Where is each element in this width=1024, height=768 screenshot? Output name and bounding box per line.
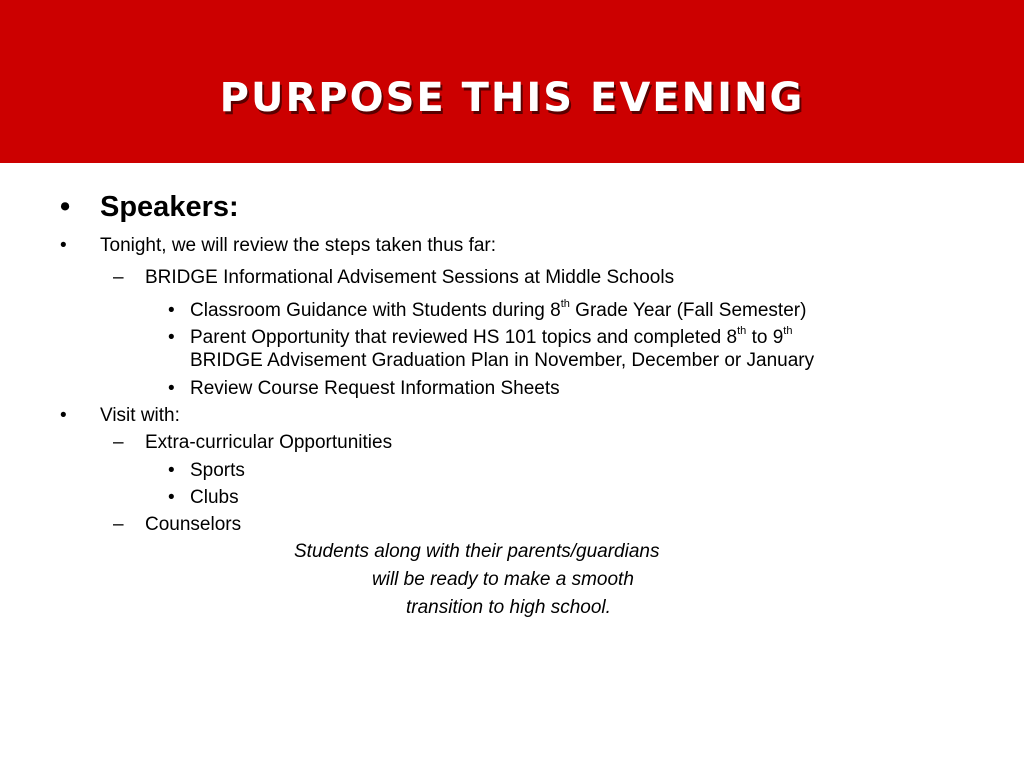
- bullet-icon: •: [60, 405, 67, 426]
- bullet-icon: •: [168, 327, 175, 348]
- bullet-icon: •: [168, 460, 175, 481]
- bullet-icon: •: [168, 300, 175, 321]
- list-item-text: BRIDGE Informational Advisement Sessions at Middle Schools: [145, 267, 675, 288]
- speakers-heading: Speakers:: [100, 191, 239, 223]
- dash-icon: –: [113, 514, 124, 535]
- bullet-icon: •: [168, 487, 175, 508]
- list-item-text: Clubs: [190, 487, 239, 508]
- closing-line: will be ready to make a smooth: [372, 569, 634, 590]
- list-item-text: Extra-curricular Opportunities: [145, 432, 393, 453]
- bullet-icon: •: [168, 378, 175, 399]
- list-item-text: Sports: [190, 460, 245, 481]
- title-banner: [0, 0, 1024, 163]
- list-item-text: Parent Opportunity that reviewed HS 101 topics and completed 8th to 9th: [190, 324, 793, 348]
- bullet-icon: •: [60, 235, 67, 256]
- list-item-text: Visit with:: [100, 405, 180, 426]
- closing-statement: [0, 538, 1024, 622]
- list-item-text: Tonight, we will review the steps taken thus far:: [100, 235, 497, 256]
- list-item-text: Review Course Request Information Sheets: [190, 378, 560, 399]
- dash-icon: –: [113, 267, 124, 288]
- closing-line: Students along with their parents/guardians: [294, 541, 660, 562]
- slide-title: PURPOSE THIS EVENING: [219, 75, 805, 121]
- list-item-text: Classroom Guidance with Students during 8th Grade Year (Fall Semester): [190, 297, 807, 321]
- closing-line: transition to high school.: [406, 597, 611, 618]
- bullet-icon: •: [60, 191, 71, 223]
- list-item-text-continued: BRIDGE Advisement Graduation Plan in November, December or January: [190, 350, 815, 371]
- dash-icon: –: [113, 432, 124, 453]
- list-item-text: Counselors: [145, 514, 242, 535]
